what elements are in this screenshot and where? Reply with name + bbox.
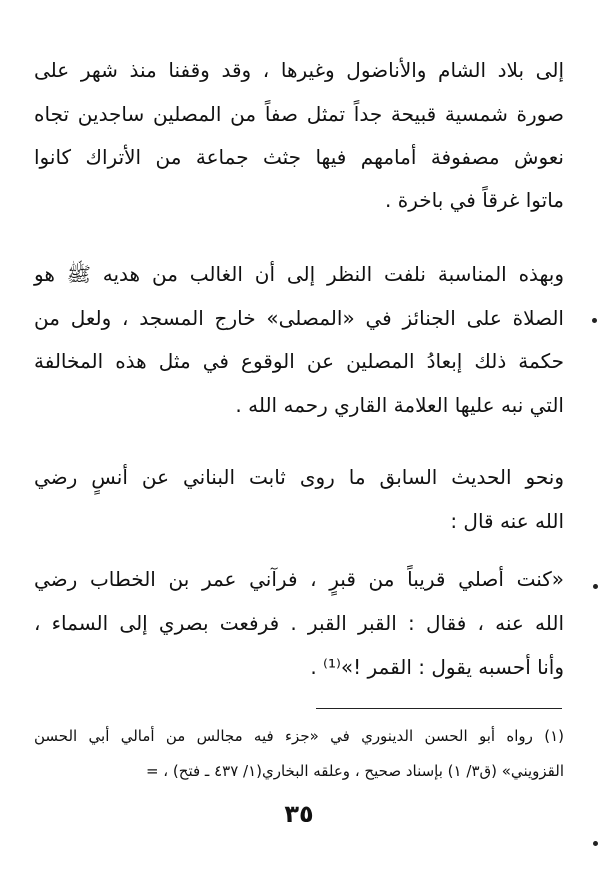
body-line-5: وبهذه المناسبة نلفت النظر إلى أن الغالب من هديه ﷺ هو (34, 262, 564, 286)
body-line-8: التي نبه عليها العلامة القاري رحمه الله . (235, 393, 564, 417)
margin-mark (593, 584, 598, 589)
margin-mark (593, 841, 598, 846)
body-line-11: «كنت أصلي قريباً من قبرٍ ، فرآني عمر بن الخطاب رضي (34, 567, 564, 591)
body-line-4: ماتوا غرقاً في باخرة . (385, 188, 564, 212)
body-line-12: الله عنه ، فقال : القبر القبر . فرفعت بصري إلى السماء ، (34, 611, 564, 635)
body-line-2: صورة شمسية قبيحة جداً تمثل صفاً من المصلين ساجدين تجاه (34, 102, 564, 126)
body-line-6: الصلاة على الجنائز في «المصلى» خارج المسجد ، ولعل من (34, 306, 564, 330)
footnote-line-2: القزويني» (ق٣/ ١) بإسناد صحيح ، وعلقه البخاري(١/ ٤٣٧ ـ فتح) ، = (145, 762, 564, 780)
body-line-1: إلى بلاد الشام والأناضول وغيرها ، وقد وقفنا منذ شهر على (34, 58, 564, 82)
body-line-10: الله عنه قال : (450, 509, 564, 533)
body-line-9: ونحو الحديث السابق ما روى ثابت البناني عن أنسٍ رضي (34, 465, 564, 489)
body-line-3: نعوش مصفوفة أمامهم فيها جثث جماعة من الأتراك كانوا (34, 145, 564, 169)
page-number: ٣٥ (284, 800, 314, 828)
body-line-7: حكمة ذلك إبعادُ المصلين عن الوقوع في مثل هذه المخالفة (34, 349, 564, 373)
footnote-divider (316, 708, 562, 709)
footnote-line-1: (١) رواه أبو الحسن الدينوري في «جزء فيه مجالس من أمالي أبي الحسن (34, 727, 564, 745)
body-line-13: وأنا أحسبه يقول : القمر !»⁽¹⁾ . (310, 655, 564, 679)
margin-mark (592, 318, 597, 323)
